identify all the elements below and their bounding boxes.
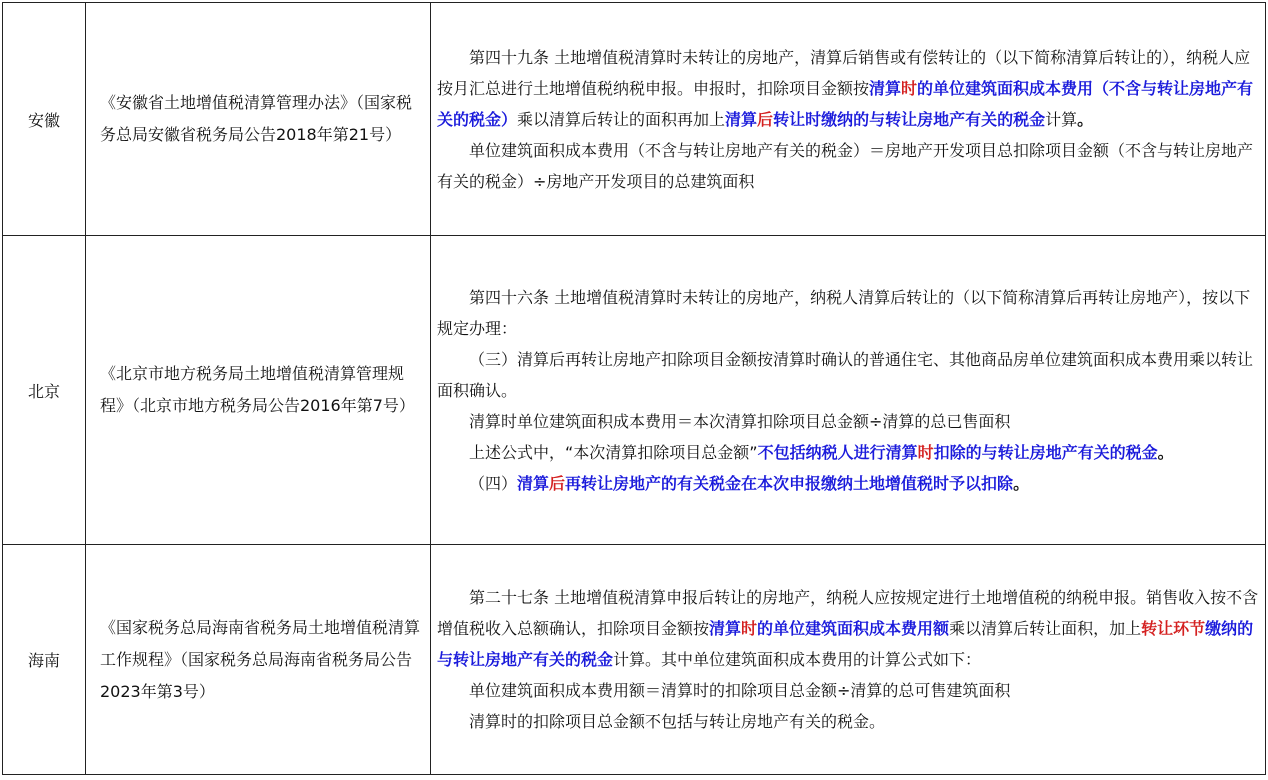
article-paragraph xyxy=(437,344,1259,406)
emphasis-text: 清算 xyxy=(869,78,902,98)
body-text: 乘以清算后转让的面积再加上 xyxy=(517,109,726,129)
emphasis-text: 扣除的与转让房地产有关的税金 xyxy=(933,442,1158,462)
emphasis-text: 后 xyxy=(757,109,774,129)
region-cell: 海南 xyxy=(3,545,86,775)
region-cell: 北京 xyxy=(3,236,86,545)
body-text: 计算 xyxy=(1045,109,1078,129)
emphasis-text: 清算 xyxy=(517,473,550,493)
table-row xyxy=(3,236,1266,545)
body-text: 清算时的扣除项目总金额不包括与转让房地产有关的税金。 xyxy=(469,712,886,731)
emphasis-text: 清算 xyxy=(709,619,742,638)
emphasis-text: 缴纳的与转让房地产有关的税金 xyxy=(437,619,1254,669)
body-text: 第四十六条 土地增值税清算时未转让的房地产，纳税人清算后转让的（以下简称清算后再转让房地产），按以下规定办理： xyxy=(437,287,1251,338)
body-text: （三）清算后再转让房地产扣除项目金额按清算时确认的普通住宅、其他商品房单位建筑面积成本费用乘以转让面积确认。 xyxy=(437,349,1254,400)
emphasis-text: 时 xyxy=(901,78,918,98)
body-text: 单位建筑面积成本费用额＝清算时的扣除项目总金额÷清算的总可售建筑面积 xyxy=(469,681,1011,700)
article-text-cell xyxy=(431,3,1266,236)
emphasis-text: 时 xyxy=(917,442,934,462)
article-paragraph xyxy=(437,42,1259,135)
regulation-table xyxy=(2,2,1266,775)
body-text: 上述公式中，“本次清算扣除项目总金额” xyxy=(469,442,758,462)
article-paragraph xyxy=(437,282,1259,344)
article-text-cell xyxy=(431,545,1266,775)
emphasis-text: 再转让房地产的有关税金在本次申报缴纳土地增值税时予以扣除 xyxy=(565,473,1014,493)
body-text: 乘以清算后转让面积，加上 xyxy=(949,619,1142,638)
article-paragraph xyxy=(437,468,1259,499)
body-text: 清算时单位建筑面积成本费用＝本次清算扣除项目总金额÷清算的总已售面积 xyxy=(469,411,1011,431)
emphasis-text: 。 xyxy=(1077,109,1094,129)
body-text: 第四十九条 土地增值税清算时未转让的房地产，清算后销售或有偿转让的（以下简称清算后转让的），纳税人应按月汇总进行土地增值税纳税申报。申报时，扣除项目金额按 xyxy=(437,47,1251,98)
emphasis-text: 转让时缴纳的与转让房地产有关的税金 xyxy=(773,109,1046,129)
emphasis-text: 清算 xyxy=(725,109,758,129)
document-cell: 《安徽省土地增值税清算管理办法》（国家税务总局安徽省税务局公告2018年第21号） xyxy=(86,3,431,236)
article-paragraph xyxy=(437,437,1259,468)
region-cell: 安徽 xyxy=(3,3,86,236)
emphasis-text: 后 xyxy=(549,473,566,493)
table-row xyxy=(3,3,1266,236)
emphasis-text: 的单位建筑面积成本费用额 xyxy=(757,619,950,638)
article-paragraph xyxy=(437,675,1259,706)
body-text: 计算。其中单位建筑面积成本费用的计算公式如下： xyxy=(613,650,982,669)
document-cell: 《国家税务总局海南省税务局土地增值税清算工作规程》（国家税务总局海南省税务局公告2023年第3号） xyxy=(86,545,431,775)
article-paragraph xyxy=(437,406,1259,437)
article-text-cell xyxy=(431,236,1266,545)
article-paragraph xyxy=(437,706,1259,737)
article-paragraph xyxy=(437,582,1259,675)
emphasis-text: 不包括纳税人进行清算 xyxy=(757,442,918,462)
emphasis-text: 转让环节 xyxy=(1141,619,1206,638)
article-paragraph xyxy=(437,135,1259,197)
emphasis-text: 。 xyxy=(1013,473,1030,493)
table-body xyxy=(3,3,1266,775)
document-cell: 《北京市地方税务局土地增值税清算管理规程》（北京市地方税务局公告2016年第7号） xyxy=(86,236,431,545)
body-text: 单位建筑面积成本费用（不含与转让房地产有关的税金）＝房地产开发项目总扣除项目金额（不含与转让房地产有关的税金）÷房地产开发项目的总建筑面积 xyxy=(437,140,1254,191)
emphasis-text: 时 xyxy=(741,619,758,638)
body-text: 第二十七条 土地增值税清算申报后转让的房地产，纳税人应按规定进行土地增值税的纳税申报。销售收入按不含增值税收入总额确认，扣除项目金额按 xyxy=(437,588,1259,638)
emphasis-text: 。 xyxy=(1157,442,1174,462)
table-row xyxy=(3,545,1266,775)
emphasis-text: 的单位建筑面积成本费用（不含与转让房地产有关的税金） xyxy=(437,78,1254,129)
body-text: （四） xyxy=(469,473,518,493)
